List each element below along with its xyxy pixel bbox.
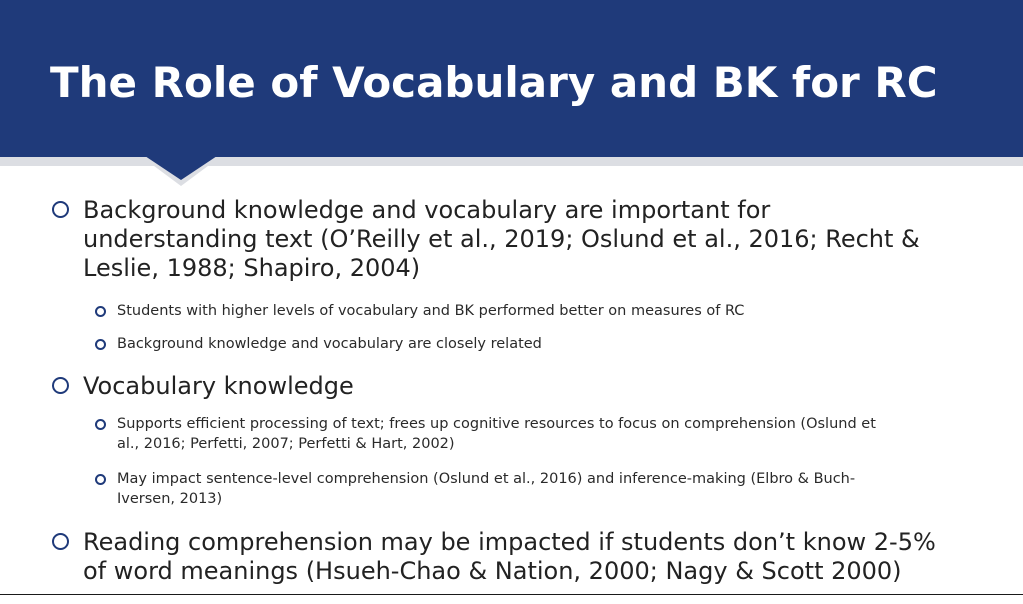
sub-bullet-text: May impact sentence-level comprehension (Oslund et al., 2016) and inference-making (Elbro & Buch- Iversen, 2013) <box>117 471 856 507</box>
slide-title: The Role of Vocabulary and BK for RC <box>50 58 938 107</box>
slide-bottom-border <box>0 594 1023 595</box>
sub-bullet-text: Students with higher levels of vocabulary and BK performed better on measures of RC <box>117 303 745 319</box>
hollow-circle-bullet-icon <box>95 306 106 317</box>
sub-bullet-text: Supports efficient processing of text; frees up cognitive resources to focus on comprehension (Oslund et al., 2016; Perfetti, 2007; Perfetti & Hart, 2002) <box>117 416 876 452</box>
hollow-circle-bullet-icon <box>95 474 106 485</box>
hollow-circle-bullet-icon <box>52 533 69 550</box>
hollow-circle-bullet-icon <box>95 419 106 430</box>
bullet-text: Reading comprehension may be impacted if students don’t know 2-5% of word meanings (Hsueh-Chao & Nation, 2000; Nagy & Scott 2000) <box>83 528 936 585</box>
sub-bullet-text: Background knowledge and vocabulary are closely related <box>117 336 542 352</box>
bullet-text: Background knowledge and vocabulary are important for understanding text (O’Reilly et al., 2019; Oslund et al., 2016; Recht & Leslie, 1988; Shapiro, 2004) <box>83 196 920 282</box>
bullet-text: Vocabulary knowledge <box>83 372 354 400</box>
hollow-circle-bullet-icon <box>52 377 69 394</box>
hollow-circle-bullet-icon <box>95 339 106 350</box>
hollow-circle-bullet-icon <box>52 201 69 218</box>
